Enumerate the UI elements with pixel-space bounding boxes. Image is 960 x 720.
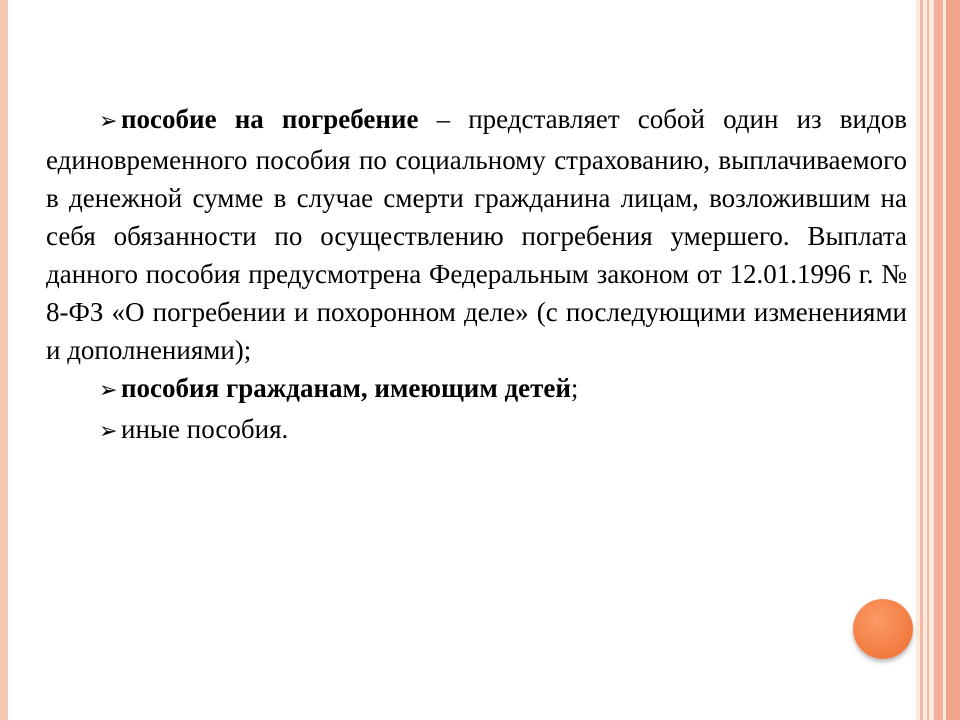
right-stripe: [927, 0, 929, 720]
left-border-stripe: [0, 0, 8, 720]
list-item: [46, 410, 907, 451]
right-stripe: [934, 0, 943, 720]
arrow-bullet-icon: ➢: [99, 378, 118, 403]
list-item: [46, 369, 907, 410]
item-suffix: ;: [570, 373, 579, 403]
arrow-bullet-icon: ➢: [99, 109, 118, 134]
list-item: [46, 100, 907, 369]
item-term: пособия гражданам, имеющим детей: [121, 373, 571, 403]
arrow-bullet-icon: ➢: [99, 419, 118, 444]
right-stripe: [946, 0, 960, 720]
decorative-orange-circle: [853, 599, 913, 659]
item-dash: –: [418, 104, 469, 134]
item-term: пособие на погребение: [121, 104, 419, 134]
right-stripe: [920, 0, 923, 720]
item-text: представляет собой один из видов единовременного пособия по социальному страхованию, выплачиваемого в денежной сумме в случае смерти гражданина лицам, возложившим на себя обязанности по осуществлению погребения умершего. Выплата данного пособия предусмотрена Федеральным законом от 12.01.1996 г. № 8-ФЗ «О погребении и похоронном деле» (с последующими изменениями и дополнениями);: [46, 104, 907, 365]
item-text: иные пособия.: [121, 414, 289, 444]
slide-content: [46, 100, 907, 451]
